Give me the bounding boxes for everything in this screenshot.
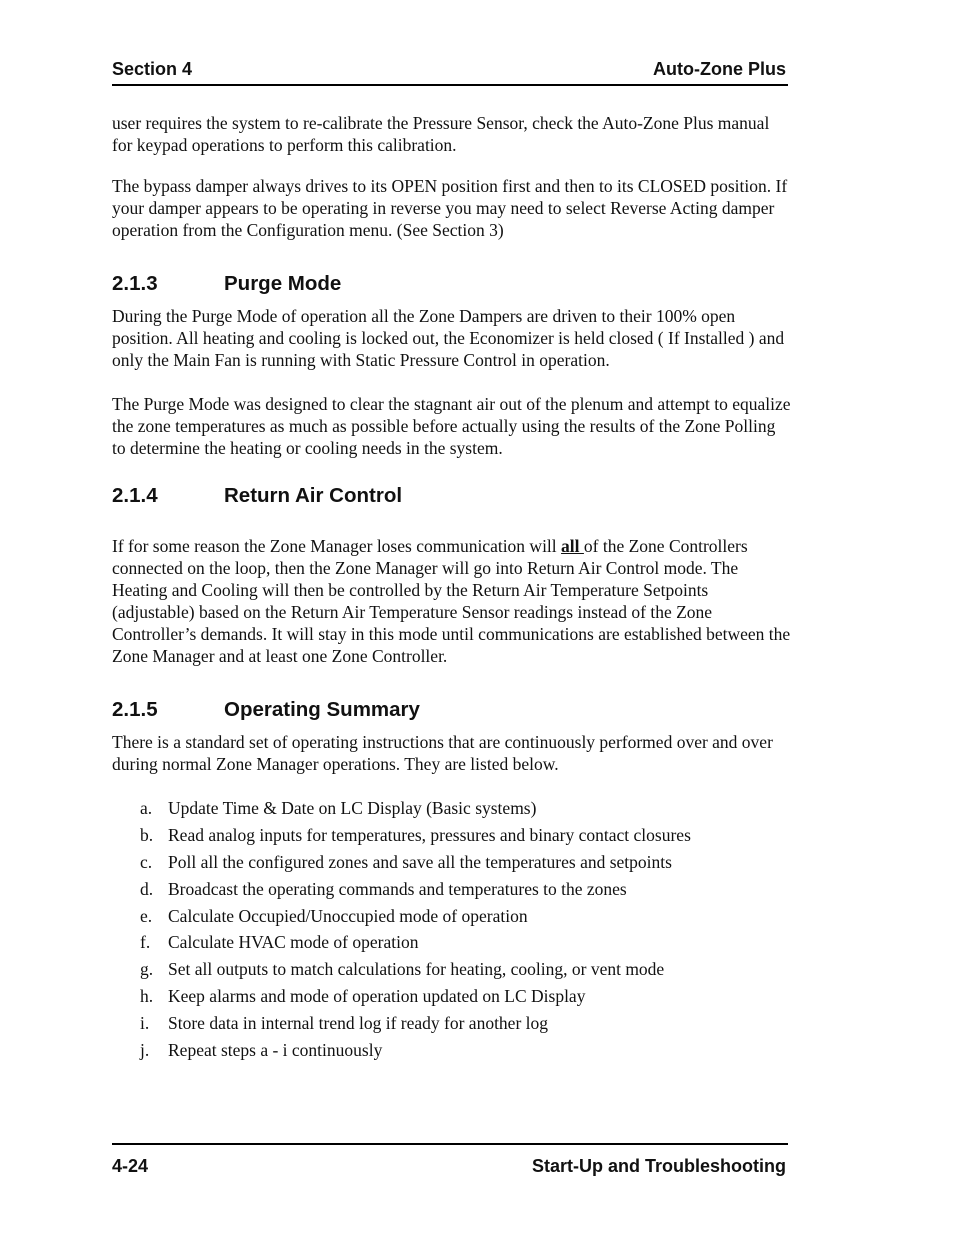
list-marker: j.	[140, 1040, 150, 1061]
list-item	[140, 1012, 691, 1039]
list-item-text: Keep alarms and mode of operation updated on LC Display	[168, 986, 586, 1007]
list-item-text: Repeat steps a - i continuously	[168, 1040, 383, 1061]
section-number: 2.1.4	[112, 484, 158, 507]
list-item	[140, 797, 691, 824]
footer-chapter-title: Start-Up and Troubleshooting	[532, 1156, 786, 1176]
return-air-paragraph	[112, 535, 792, 667]
operating-steps-list	[140, 797, 691, 1066]
operating-summary-paragraph: There is a standard set of operating instructions that are continuously performed over and over during normal Zone Manager operations. They are listed below.	[112, 732, 773, 774]
list-item	[140, 878, 691, 905]
list-item-text: Calculate HVAC mode of operation	[168, 932, 419, 953]
list-item	[140, 851, 691, 878]
list-marker: g.	[140, 959, 154, 980]
list-item	[140, 958, 691, 985]
list-item	[140, 985, 691, 1012]
section-number: 2.1.3	[112, 272, 158, 295]
list-item-text: Set all outputs to match calculations for heating, cooling, or vent mode	[168, 959, 665, 980]
list-marker: h.	[140, 986, 154, 1007]
paragraph-text: If for some reason the Zone Manager loses communication will	[112, 536, 562, 556]
section-title: Operating Summary	[224, 698, 420, 721]
section-heading-return-air-control	[112, 484, 402, 508]
emphasized-word: all	[561, 536, 584, 556]
list-marker: a.	[140, 798, 153, 818]
list-item-text: Update Time & Date on LC Display (Basic systems)	[168, 798, 537, 818]
header-product-name: Auto-Zone Plus	[653, 59, 786, 79]
list-marker: e.	[140, 905, 153, 926]
header-section-label: Section 4	[112, 59, 193, 79]
list-item	[140, 931, 691, 958]
purge-mode-paragraph-1: During the Purge Mode of operation all the Zone Dampers are driven to their 100% open position. All heating and cooling is locked out, the Economizer is held closed ( If Installed ) and only the Main Fan is running with Static Pressure Control in operation.	[112, 306, 785, 370]
list-item	[140, 1039, 691, 1066]
list-item-text: Poll all the configured zones and save all the temperatures and setpoints	[168, 851, 672, 872]
footer-page-number: 4-24	[112, 1156, 149, 1176]
list-item-text: Read analog inputs for temperatures, pressures and binary contact closures	[168, 824, 691, 845]
intro-paragraph-1: user requires the system to re-calibrate the Pressure Sensor, check the Auto-Zone Plus manual for keypad operations to perform this calibration.	[112, 113, 770, 155]
list-item-text: Calculate Occupied/Unoccupied mode of operation	[168, 905, 528, 926]
list-marker: b.	[140, 824, 154, 845]
section-title: Return Air Control	[224, 484, 403, 507]
section-number: 2.1.5	[112, 698, 158, 721]
page-footer	[112, 1143, 788, 1179]
purge-mode-paragraph-2: The Purge Mode was designed to clear the stagnant air out of the plenum and attempt to equalize the zone temperatures as much as possible before actually using the results of the Zone Polling to determine the heating or cooling needs in the system.	[112, 394, 791, 458]
page-header	[112, 56, 788, 86]
intro-paragraph-2: The bypass damper always drives to its OPEN position first and then to its CLOSED position. If your damper appears to be operating in reverse you may need to select Reverse Acting damper operation from the Configuration menu. (See Section 3)	[112, 176, 788, 240]
section-heading-operating-summary	[112, 698, 420, 722]
section-title: Purge Mode	[224, 272, 342, 295]
list-item-text: Store data in internal trend log if ready for another log	[168, 1013, 549, 1034]
list-item	[140, 905, 691, 932]
section-heading-purge-mode	[112, 272, 341, 296]
list-marker: d.	[140, 878, 154, 899]
list-item	[140, 824, 691, 851]
list-marker: i.	[140, 1013, 150, 1034]
list-item-text: Broadcast the operating commands and temperatures to the zones	[168, 878, 627, 899]
list-marker: c.	[140, 851, 153, 872]
list-marker: f.	[140, 932, 151, 953]
paragraph-text: of the Zone Controllers connected on the loop, then the Zone Manager will go into Return Air Control mode. The Heating and Cooling will then be controlled by the Return Air Temperature Setpoints (adjustable) based on the Return Air Temperature Sensor readings instead of the Zone Controller’s demands. It will stay in this mode until communications are established between the Zone Manager and at least one Zone Controller.	[112, 536, 791, 666]
